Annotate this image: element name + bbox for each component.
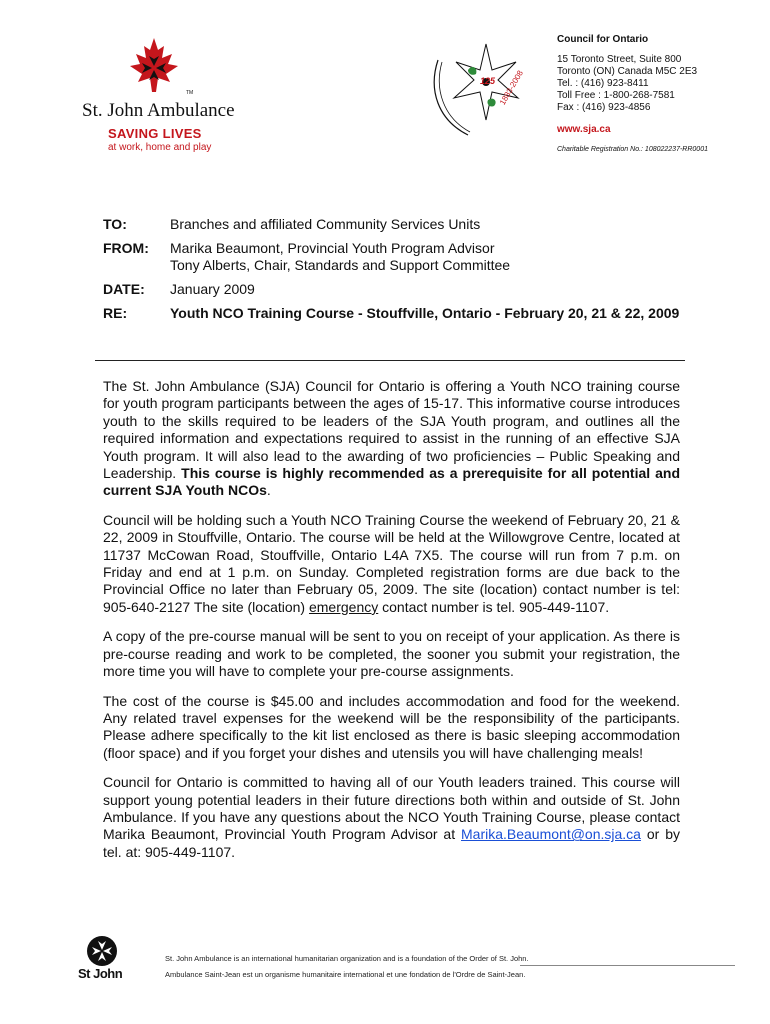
- council-title: Council for Ontario: [557, 34, 649, 45]
- paragraph-text: The St. John Ambulance (SJA) Council for Ontario is offering a Youth NCO training course for youth program participants between the ages of 15-17. This informative course introduces youth to the skills required to be leaders of the SJA Youth program, and outlines all the required information and expectations required to assist in the running of an effective SJA Youth program. It will also lead to the awarding of two proficiencies – Public Speaking and Leadership.: [103, 378, 680, 482]
- from-value-1: Marika Beaumont, Provincial Youth Program Advisor: [170, 240, 495, 256]
- maple-leaf-cross-icon: [124, 36, 184, 96]
- trademark: TM: [186, 90, 194, 96]
- anniversary-number: 125: [480, 76, 496, 86]
- tollfree-line: Toll Free : 1-800-268-7581: [557, 90, 675, 101]
- footer-french-line: Ambulance Saint-Jean est un organisme humanitaire international et une fondation de l'Ordre de Saint-Jean.: [165, 970, 526, 979]
- fax-line: Fax : (416) 923-4856: [557, 102, 651, 113]
- paragraph-contact: [103, 774, 680, 861]
- footer-cross-icon: [82, 935, 122, 967]
- paragraph-schedule: [103, 512, 680, 616]
- footer-divider: [520, 965, 735, 966]
- paragraph-end: or by tel. at: 905-449-1107.: [103, 826, 680, 860]
- footer-english-line: St. John Ambulance is an international humanitarian organization and is a foundation of the Order of St. John.: [165, 954, 529, 963]
- address-line: 15 Toronto Street, Suite 800: [557, 54, 682, 65]
- anniversary-star-icon: [428, 40, 536, 140]
- paragraph-intro: [103, 378, 680, 500]
- re-value: Youth NCO Training Course - Stouffville, Ontario - February 20, 21 & 22, 2009: [170, 305, 680, 321]
- anniversary-years: 1883-2008: [498, 68, 525, 107]
- paragraph-text: Council will be holding such a Youth NCO Training Course the weekend of February 20, 21 & 22, 2009 in Stouffville, Ontario. The course will be held at the Willowgrove Centre, located at 11737 McCowan Road, Stouffville, Ontario L4A 7X5. The course will run from 7 p.m. on Friday and end at 1 p.m. on Sunday. Completed registration forms are due back to the Provincial Office no later than February 05, 2009. The site (location) contact number is tel: 905-640-2127 The site (location): [103, 511, 680, 615]
- paragraph-manual: A copy of the pre-course manual will be sent to you on receipt of your application. As there is pre-course reading and work to be completed, the sooner you submit your registration, the more time you will have to complete your pre-course assignments.: [103, 628, 680, 680]
- council-address-block: [557, 34, 708, 156]
- paragraph-text: Council for Ontario is committed to having all of our Youth leaders trained. This course will support young potential leaders in their future directions both within and outside of St. John Ambulance. If you have any questions about the NCO Youth Training Course, please contact Marika Beaumont, Provincial Youth Program Advisor at: [103, 774, 680, 843]
- phone-line: Tel. : (416) 923-8411: [557, 78, 649, 89]
- website-link[interactable]: www.sja.ca: [557, 124, 611, 135]
- charitable-registration: Charitable Registration No.: 108022237-RR0001: [557, 146, 708, 153]
- underlined-text: emergency: [308, 598, 379, 615]
- anniversary-emblem: [428, 40, 536, 140]
- paragraph-end: contact number is tel. 905-449-1107.: [378, 598, 610, 615]
- to-label: TO:: [103, 216, 127, 232]
- to-value: Branches and affiliated Community Services Units: [170, 216, 481, 232]
- subtagline: at work, home and play: [108, 142, 212, 153]
- tagline: SAVING LIVES: [108, 126, 202, 141]
- email-link[interactable]: Marika.Beaumont@on.sja.ca: [461, 826, 641, 843]
- from-label: FROM:: [103, 240, 149, 256]
- paragraph-end: .: [266, 482, 271, 499]
- re-label: RE:: [103, 305, 128, 321]
- header-divider: [95, 360, 685, 361]
- date-value: January 2009: [170, 281, 255, 297]
- emphasis-text: This course is highly recommended as a prerequisite for all potential and current SJA Youth NCOs: [103, 465, 680, 499]
- from-value-2: Tony Alberts, Chair, Standards and Support Committee: [170, 257, 511, 273]
- address-line: Toronto (ON) Canada M5C 2E3: [557, 66, 698, 77]
- letter-body: [103, 378, 680, 873]
- date-label: DATE:: [103, 281, 145, 297]
- footer-brand: St John: [78, 966, 123, 981]
- org-name: St. John Ambulance: [82, 100, 235, 121]
- paragraph-cost: The cost of the course is $45.00 and includes accommodation and food for the weekend. Any related travel expenses for the weekend will be the responsibility of the participants. Please adhere specifically to the kit list enclosed as there is basic sleeping accommodation (floor space) and if you forget your dishes and utensils you will have challenging meals!: [103, 692, 680, 761]
